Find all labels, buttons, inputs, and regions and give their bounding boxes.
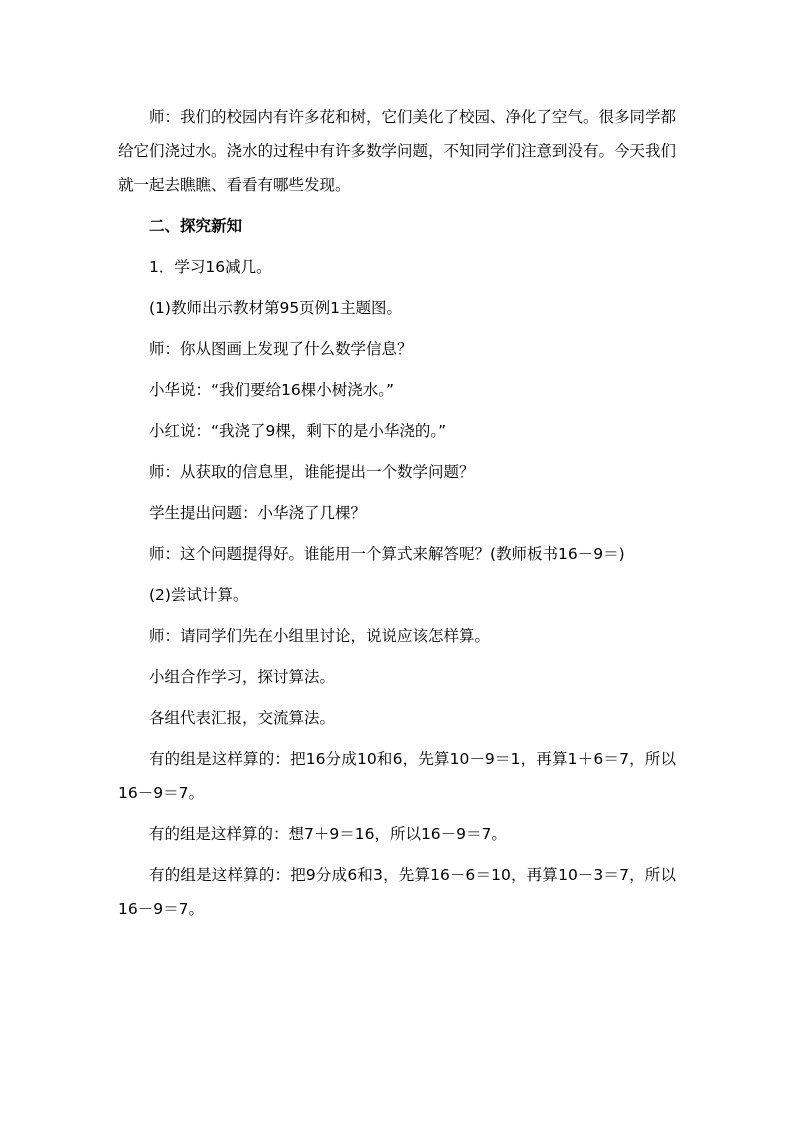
group-report-paragraph: 各组代表汇报，交流算法。	[149, 709, 336, 727]
group-study-paragraph: 小组合作学习，探讨算法。	[149, 668, 336, 686]
section-heading-explore: 二、探究新知	[149, 217, 243, 235]
method-2-paragraph: 有的组是这样算的：想7＋9＝16，所以16－9＝7。	[149, 825, 507, 843]
teacher-question-paragraph: 师：你从图画上发现了什么数学信息？	[149, 340, 413, 358]
xiaohua-quote-paragraph: 小华说：“我们要给16棵小树浇水。”	[149, 381, 395, 399]
step-1-paragraph: (1)教师出示教材第95页例1主题图。	[149, 299, 403, 317]
teacher-prompt-paragraph: 师：从获取的信息里，谁能提出一个数学问题？	[149, 463, 475, 481]
teacher-board-paragraph: 师：这个问题提得好。谁能用一个算式来解答呢？(教师板书16－9＝)	[149, 545, 625, 563]
subsection-title: 1．学习16减几。	[149, 258, 272, 276]
intro-paragraph: 师：我们的校园内有许多花和树，它们美化了校园、净化了空气。很多同学都给它们浇过水。浇水的过程中有许多数学问题，不知同学们注意到没有。今天我们就一起去瞧瞧、看看有哪些发现。	[118, 108, 677, 194]
step-2-paragraph: (2)尝试计算。	[149, 586, 249, 604]
xiaohong-quote-paragraph: 小红说：“我浇了9棵，剩下的是小华浇的。”	[149, 422, 447, 440]
method-1-paragraph: 有的组是这样算的：把16分成10和6，先算10－9＝1，再算1＋6＝7，所以16－9＝7。	[118, 750, 676, 802]
document-page	[118, 100, 676, 933]
student-question-paragraph: 学生提出问题：小华浇了几棵？	[149, 504, 367, 522]
method-3-paragraph: 有的组是这样算的：把9分成6和3，先算16－6＝10，再算10－3＝7，所以16－9＝7。	[118, 866, 676, 918]
teacher-discussion-paragraph: 师：请同学们先在小组里讨论，说说应该怎样算。	[149, 627, 491, 645]
